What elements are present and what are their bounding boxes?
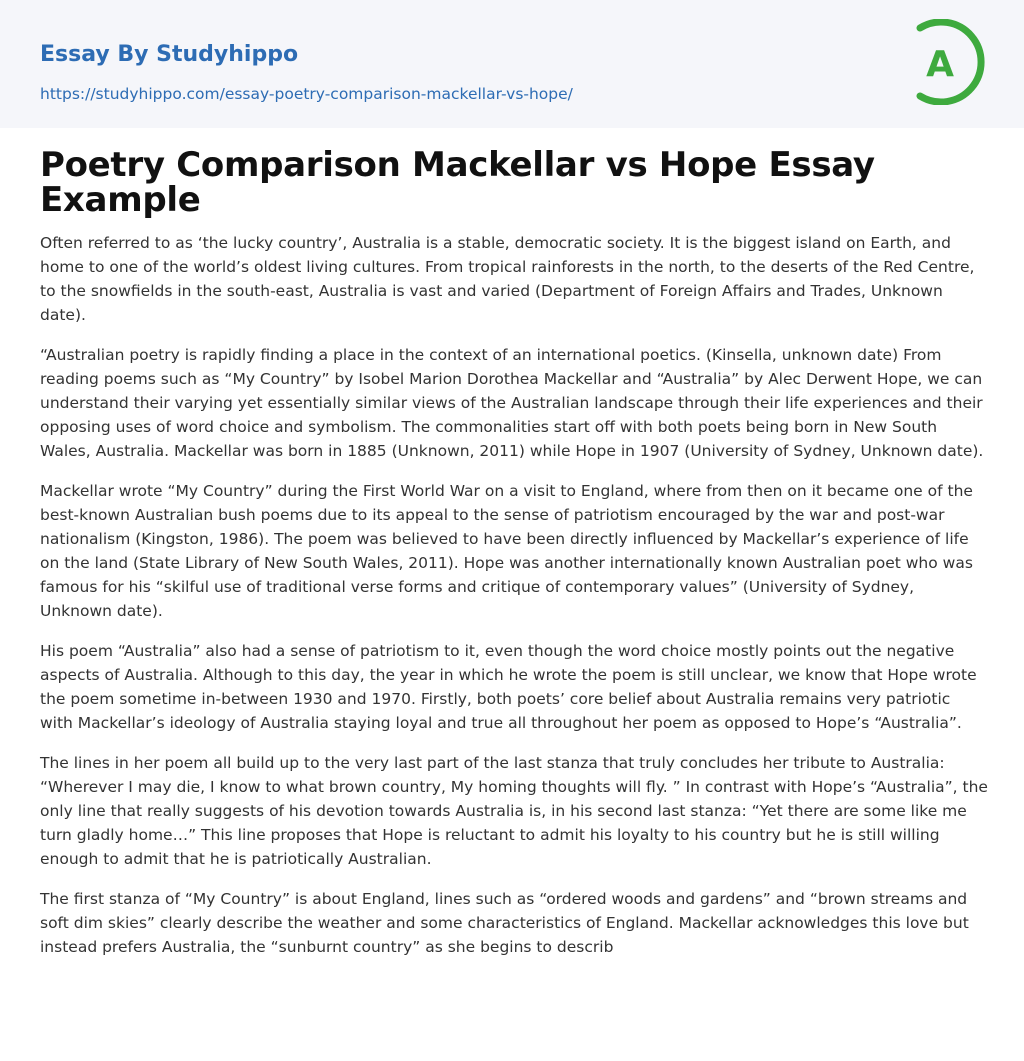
page-url-link[interactable]: https://studyhippo.com/essay-poetry-comparison-mackellar-vs-hope/ bbox=[40, 85, 573, 103]
paragraph: His poem “Australia” also had a sense of patriotism to it, even though the word choice mostly points out the negative aspects of Australia. Although to this day, the year in which he wrote the poem is still unclear, we know that Hope wrote the poem sometime in-between 1930 and 1970. Firstly, both poets’ core belief about Australia remains very patriotic with Mackellar’s ideology of Australia staying loyal and true all throughout her poem as opposed to Hope’s “Australia”. bbox=[40, 642, 977, 732]
paragraph: Mackellar wrote “My Country” during the First World War on a visit to England, where from then on it became one of the best-known Australian bush poems due to its appeal to the sense of patriotism encouraged by the war and post-war nationalism (Kingston, 1986). The poem was believed to have been directly influenced by Mackellar’s experience of life on the land (State Library of New South Wales, 2011). Hope was another internationally known Australian poet who was famous for his “skilful use of traditional verse forms and critique of contemporary values” (University of Sydney, Unknown date). bbox=[40, 482, 973, 620]
article bbox=[40, 145, 988, 975]
site-header bbox=[0, 0, 1024, 128]
paragraph: The lines in her poem all build up to the very last part of the last stanza that truly concludes her tribute to Australia: “Wherever I may die, I know to what brown country, My homing thoughts will fly. ” In contrast with Hope’s “Australia”, the only line that really suggests of his devotion towards Australia is, in his second last stanza: “Yet there are some like me turn gladly home…” This line proposes that Hope is reluctant to admit his loyalty to his country but he is still willing enough to admit that he is patriotically Australian. bbox=[40, 754, 988, 868]
logo-letter: A bbox=[926, 44, 954, 85]
paragraph: “Australian poetry is rapidly finding a place in the context of an international poetics. (Kinsella, unknown date) From reading poems such as “My Country” by Isobel Marion Dorothea Mackellar and “Australia” by Alec Derwent Hope, we can understand their varying yet essentially similar views of the Australian landscape through their life experiences and their opposing uses of word choice and symbolism. The commonalities start off with both poets being born in New South Wales, Australia. Mackellar was born in 1885 (Unknown, 2011) while Hope in 1907 (University of Sydney, Unknown date). bbox=[40, 346, 984, 460]
article-title: Poetry Comparison Mackellar vs Hope Essay Example bbox=[40, 145, 875, 220]
studyhippo-logo-icon[interactable] bbox=[912, 19, 988, 105]
paragraph: The first stanza of “My Country” is about England, lines such as “ordered woods and gardens” and “brown streams and soft dim skies” clearly describe the weather and some characteristics of England. Mackellar acknowledges this love but instead prefers Australia, the “sunburnt country” as she begins to describ bbox=[40, 890, 969, 956]
brand-link[interactable]: Essay By Studyhippo bbox=[40, 42, 299, 67]
paragraph: Often referred to as ‘the lucky country’, Australia is a stable, democratic society. It is the biggest island on Earth, and home to one of the world’s oldest living cultures. From tropical rainforests in the north, to the deserts of the Red Centre, to the snowfields in the south-east, Australia is vast and varied (Department of Foreign Affairs and Trades, Unknown date). bbox=[40, 234, 975, 324]
